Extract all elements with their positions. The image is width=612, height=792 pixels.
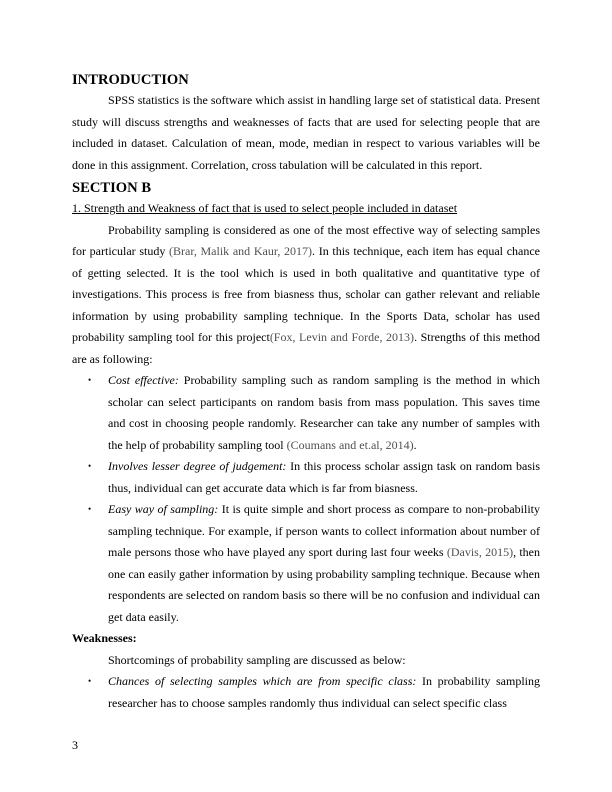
introduction-heading: INTRODUCTION: [72, 72, 189, 88]
bullet-icon: •: [88, 504, 92, 514]
citation: (Brar, Malik and Kaur, 2017): [169, 244, 313, 258]
strength-text: It is quite simple and short process as compare to non-probability sampling technique. For example, if person wants to collect information about number of male persons those who have played any sport during last four weeks: [108, 502, 540, 559]
strengths-list: [72, 370, 540, 628]
strength-after: , then one can easily gather information by using probability sampling technique. Because when respondents are selected on random basis so there will be no confusion and individual can get data easily.: [108, 545, 540, 624]
strength-after: .: [413, 437, 417, 452]
introduction-paragraph: SPSS statistics is the software which assist in handling large set of statistical data. Present study will discuss strengths and weaknesses of facts that are used for selecting people that are included in dataset. Calculation of mean, mode, median in respect to various variables will be done in this assignment. Correlation, cross tabulation will be calculated in this report.: [72, 93, 540, 172]
weakness-title: Chances of selecting samples which are from specific class:: [108, 674, 417, 688]
citation: (Fox, Levin and Forde, 2013): [269, 330, 415, 344]
citation: (Coumans and et.al, 2014): [286, 437, 414, 452]
citation: (Davis, 2015): [446, 545, 514, 559]
strength-title: Involves lesser degree of judgement:: [108, 459, 287, 473]
strength-item: [72, 456, 540, 499]
bullet-icon: •: [88, 676, 92, 686]
bullet-icon: •: [88, 375, 92, 385]
document-page: [72, 70, 540, 714]
section-subheading: 1. Strength and Weakness of fact that is used to select people included in dataset: [72, 201, 458, 215]
paragraph-text: . In this technique, each item has equal chance of getting selected. It is the tool which is used in both qualitative and quantitative type of investigations. This process is free from biasness thus, scholar can gather relevant and reliable information by using probability sampling technique. In the Sports Data, scholar has used probability sampling tool for this project: [72, 244, 540, 344]
section-b-heading: SECTION B: [72, 180, 152, 196]
probability-sampling-paragraph: [72, 220, 540, 371]
strength-text: In this process scholar assign task on random basis thus, individual can get accurate data which is far from biasness.: [108, 459, 540, 495]
weakness-item: [72, 671, 540, 714]
strength-item: [72, 370, 540, 456]
strength-title: Easy way of sampling:: [108, 502, 219, 516]
strength-text: Probability sampling such as random sampling is the method in which scholar can select participants on random basis from mass population. This saves time and cost in choosing people randomly. Researcher can take any number of samples with the help of probability sampling tool: [108, 373, 540, 452]
strength-item: [72, 499, 540, 628]
strength-title: Cost effective:: [108, 373, 179, 387]
page-number: 3: [72, 738, 78, 752]
weaknesses-list: [72, 671, 540, 714]
paragraph-text: Probability sampling is considered as one of the most effective way of selecting samples for particular study: [72, 222, 540, 258]
paragraph-text: . Strengths of this method are as following:: [72, 330, 540, 366]
bullet-icon: •: [88, 461, 92, 471]
weakness-text: In probability sampling researcher has to choose samples randomly thus individual can select specific class: [108, 674, 540, 710]
weaknesses-intro: Shortcomings of probability sampling are discussed as below:: [108, 652, 406, 667]
weaknesses-heading: Weaknesses:: [72, 631, 137, 645]
